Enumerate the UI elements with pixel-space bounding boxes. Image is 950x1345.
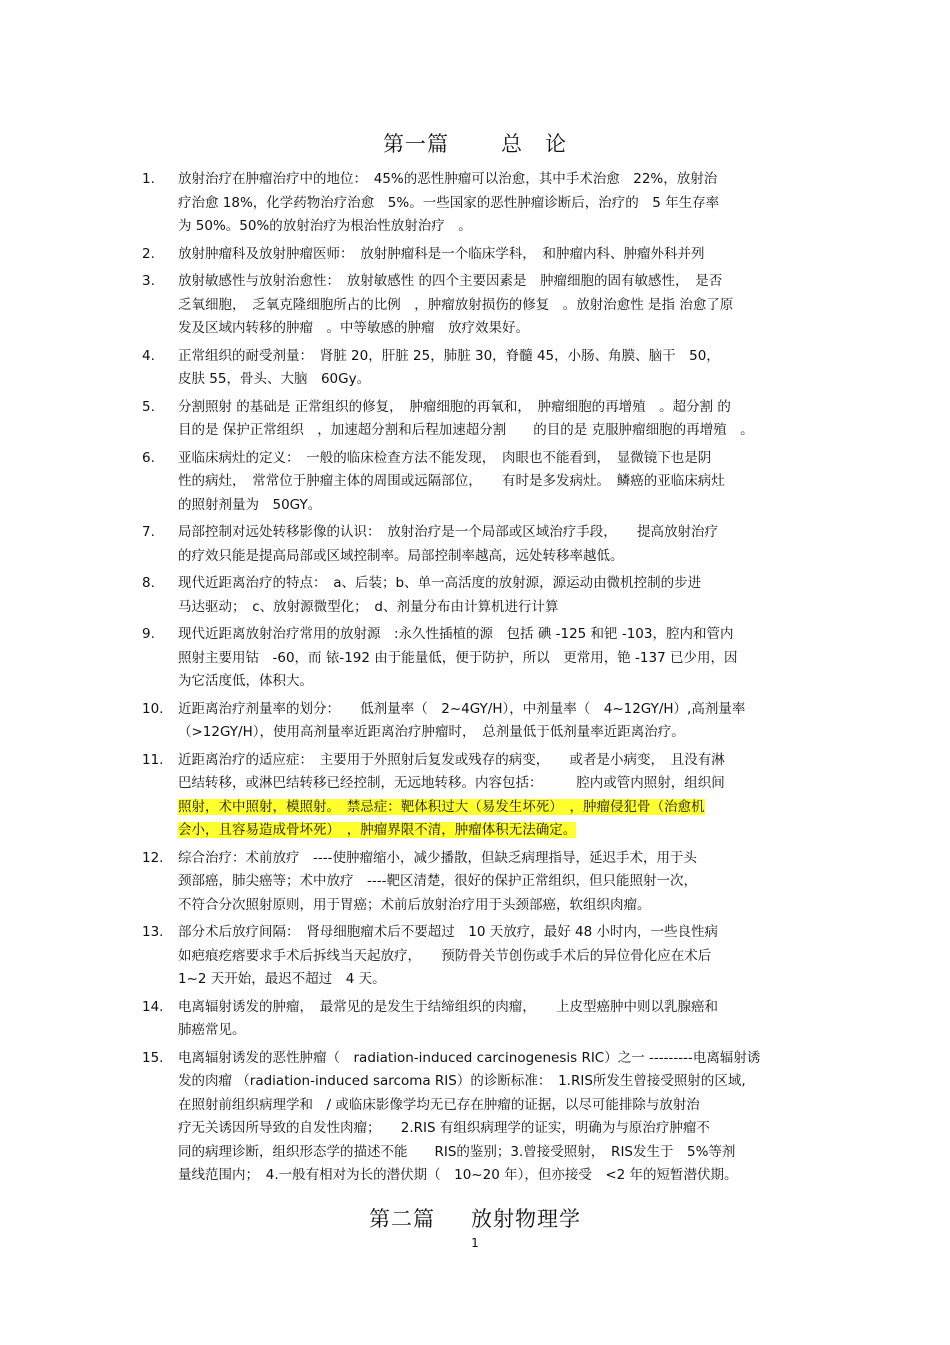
list-item-line: 现代近距离放射治疗常用的放射源 :永久性插植的源 包括 碘 -125 和钯 -103，腔内和管内 [178,626,734,642]
list-item-line: （>12GY/H），使用高剂量率近距离治疗肿瘤时， 总剂量低于低剂量率近距离治疗。 [178,724,685,740]
list-item-number: 8. [142,575,155,591]
chapter-2-name: 放射物理学 [471,1207,581,1231]
list-item-line: 分割照射 的基础是 正常组织的修复， 肿瘤细胞的再氧和， 肿瘤细胞的再增殖 。超分割 的 [178,398,731,415]
list-item-number: 9. [142,626,155,642]
list-item [0,243,950,267]
list-item-line: 疗无关诱因所导致的自发性肉瘤； 2.RIS 有组织病理学的证实，明确为与原治疗肿瘤不 [178,1120,710,1136]
list-item-number: 3. [142,273,155,289]
list-item-number: 7. [142,524,155,540]
chapter-1-name: 总 论 [501,132,567,156]
list-item-line: 局部控制对远处转移影像的认识： 放射治疗是一个局部或区域治疗手段， 提高放射治疗 [178,524,718,540]
numbered-list [0,168,950,1192]
list-item-line: 放射肿瘤科及放射肿瘤医师： 放射肿瘤科是一个临床学科， 和肿瘤内科、肿瘤外科并列 [178,245,705,262]
list-item-number: 13. [142,924,164,940]
list-item-line: 为 50%。50%的放射治疗为根治性放射治疗 。 [178,218,472,234]
list-item [0,847,950,918]
list-item [0,572,950,619]
list-item-line: 亚临床病灶的定义： 一般的临床检查方法不能发现， 肉眼也不能看到， 显微镜下也是阴 [178,449,712,466]
list-item-line: 疗治愈 18%，化学药物治疗治愈 5%。一些国家的恶性肿瘤诊断后，治疗的 5 年生存率 [178,194,720,211]
page-number: 1 [471,1236,479,1250]
list-item [0,168,950,239]
list-item [0,396,950,443]
list-item [0,270,950,341]
list-item-line: 电离辐射诱发的恶性肿瘤（ radiation-induced carcinogenesis RIC）之一 ---------电离辐射诱 [178,1049,761,1066]
list-item-number: 11. [142,751,164,768]
list-item-line: 马达驱动； c、放射源微型化； d、剂量分布由计算机进行计算 [178,598,559,615]
list-item-line: 量线范围内； 4.一般有相对为长的潜伏期（ 10~20 年），但亦接受 <2 年的短暂潜伏期。 [178,1167,738,1183]
list-item-number: 12. [142,849,164,866]
list-item-line: 乏氧细胞， 乏氧克隆细胞所占的比例 ，肿瘤放射损伤的修复 。放射治愈性 是指 治愈了原 [178,296,734,313]
list-item-number: 14. [142,998,164,1015]
list-item-line: 放射敏感性与放射治愈性： 放射敏感性 的四个主要因素是 肿瘤细胞的固有敏感性， 是否 [178,273,723,289]
list-item-line: 部分术后放疗间隔： 肾母细胞瘤术后不要超过 10 天放疗，最好 48 小时内，一些良性病 [178,924,718,940]
list-item-line: 为它活度低，体积大。 [178,673,313,689]
list-item-line: 巴结转移，或淋巴结转移已经控制，无远地转移。内容包括： 腔内或管内照射，组织间 [178,775,725,791]
list-item-line: 发及区域内转移的肿瘤 。中等敏感的肿瘤 放疗效果好。 [178,320,529,336]
list-item-line: 的疗效只能是提高局部或区域控制率。局部控制率越高，远处转移率越低。 [178,547,624,564]
list-item-line: 在照射前组织病理学和 / 或临床影像学均无已存在肿瘤的证据，以尽可能排除与放射治 [178,1096,700,1113]
list-item-number: 15. [142,1049,164,1066]
list-item [0,521,950,568]
list-item-line: 现代近距离治疗的特点： a、后装；b、单一高活度的放射源，源运动由微机控制的步进 [178,575,702,591]
list-item-number: 6. [142,449,155,466]
list-item-line: 1~2 天开始，最迟不超过 4 天。 [178,971,386,987]
list-item-line: 放射治疗在肿瘤治疗中的地位： 45%的恶性肿瘤可以治愈，其中手术治愈 22%，放射治 [178,171,718,187]
chapter-title-2 [0,1203,950,1233]
list-item-line [178,796,810,820]
list-item-number: 4. [142,347,155,364]
list-item-line: 综合治疗：术前放疗 ----使肿瘤缩小，减少播散，但缺乏病理指导，延迟手术，用于头 [178,849,697,866]
list-item [0,749,950,843]
highlighted-text: 照射，术中照射，模照射。 禁忌症：靶体积过大（易发生坏死） ，肿瘤侵犯骨（治愈机 [178,798,705,815]
list-item-line: 性的病灶， 常常位于肿瘤主体的周围或远隔部位， 有时是多发病灶。 鳞癌的亚临床病灶 [178,473,725,489]
list-item-line: 近距离治疗剂量率的划分： 低剂量率（ 2~4GY/H），中剂量率（ 4~12GY/H）,高剂量率 [178,700,746,717]
chapter-2-label: 第二篇 [369,1207,435,1231]
chapter-1-label: 第一篇 [383,132,449,156]
list-item-number: 1. [142,171,155,187]
list-item-line: 电离辐射诱发的肿瘤， 最常见的是发生于结缔组织的肉瘤， 上皮型癌肿中则以乳腺癌和 [178,998,718,1015]
list-item-line: 颈部癌，肺尖癌等；术中放疗 ----靶区清楚，很好的保护正常组织，但只能照射一次， [178,873,697,889]
list-item [0,921,950,992]
list-item-line: 如疤痕疙瘩要求手术后拆线当天起放疗， 预防骨关节创伤或手术后的异位骨化应在术后 [178,947,712,964]
list-item-line: 照射主要用钴 -60，而 铱-192 由于能量低，便于防护，所以 更常用，铯 -137 已少用，因 [178,649,738,666]
list-item-line: 不符合分次照射原则，用于胃癌；术前后放射治疗用于头颈部癌，软组织肉瘤。 [178,896,651,913]
list-item-line: 发的肉瘤 （radiation-induced sarcoma RIS）的诊断标准： 1.RIS所发生曾接受照射的区域, [178,1073,746,1089]
list-item-number: 5. [142,398,155,415]
list-item-line: 近距离治疗的适应症： 主要用于外照射后复发或残存的病变， 或者是小病变， 且没有淋 [178,751,725,768]
list-item-line: 皮肤 55，骨头、大脑 60Gy。 [178,371,371,387]
list-item-number: 10. [142,700,164,717]
list-item [0,345,950,392]
chapter-title-1 [0,128,950,158]
list-item [0,996,950,1043]
list-item-line [178,819,810,843]
list-item-line: 的照射剂量为 50GY。 [178,496,322,513]
list-item-line: 目的是 保护正常组织 ，加速超分割和后程加速超分割 的目的是 克服肿瘤细胞的再增殖 。 [178,422,754,438]
list-item-line: 肺癌常见。 [178,1022,246,1038]
list-item-number: 2. [142,245,155,262]
list-item [0,698,950,745]
list-item [0,623,950,694]
list-item-line: 正常组织的耐受剂量： 肾脏 20，肝脏 25，肺脏 30，脊髓 45，小肠、角膜、脑干 50， [178,347,720,364]
list-item-line: 同的病理诊断，组织形态学的描述不能 RIS的鉴别；3.曾接受照射， RIS发生于 5%等剂 [178,1143,736,1160]
list-item [0,1047,950,1188]
highlighted-text: 会小，且容易造成骨坏死） ，肿瘤界限不清，肿瘤体积无法确定。 [178,822,577,838]
list-item [0,447,950,518]
